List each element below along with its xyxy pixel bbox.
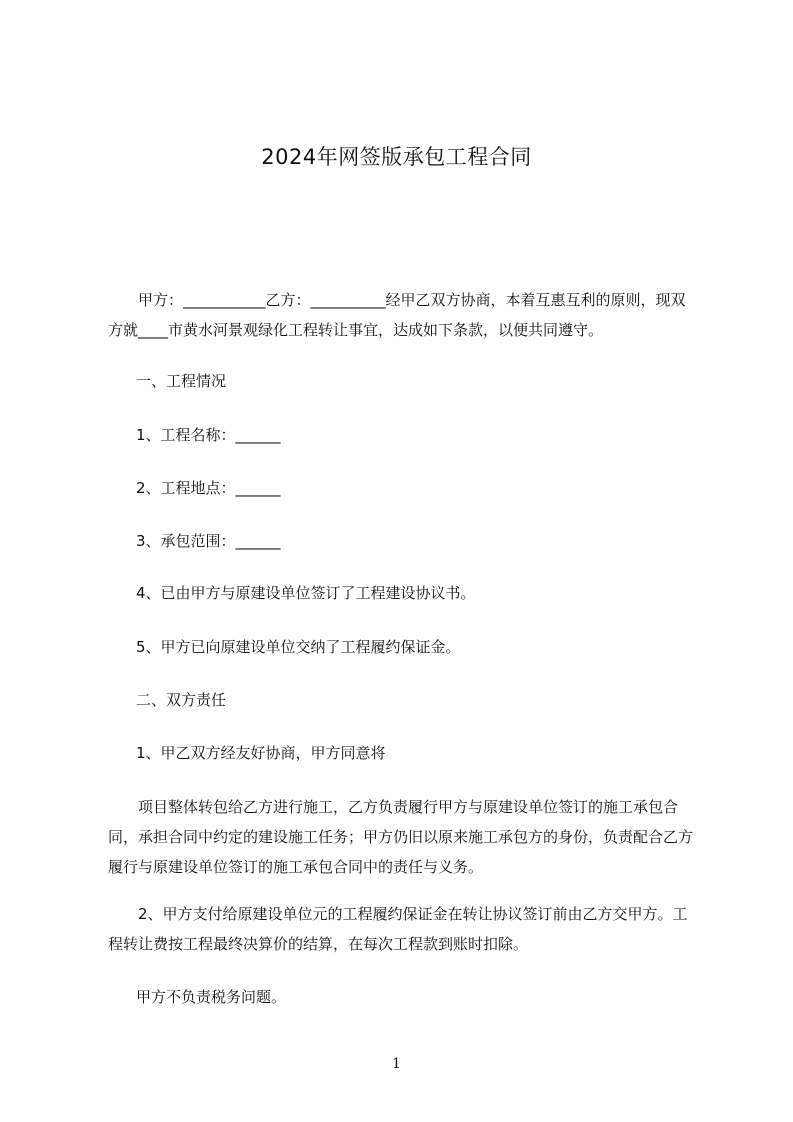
- contract-scope-line: 3、承包范围：______: [136, 532, 281, 550]
- clause-4-agreement-signed: 4、已由甲方与原建设单位签订了工程建设协议书。: [136, 584, 476, 602]
- clause-5-deposit-paid: 5、甲方已向原建设单位交纳了工程履约保证金。: [136, 638, 461, 656]
- section-heading-project-info: 一、工程情况: [136, 372, 227, 390]
- section-heading-responsibilities: 二、双方责任: [136, 691, 227, 709]
- subcontract-paragraph: 项目整体转包给乙方进行施工，乙方负责履行甲方与原建设单位签订的施工承包合同，承担合同中约定的建设施工任务；甲方仍旧以原来施工承包方的身份，负责配合乙方履行与原建设单位签订的施工承包合同中的责任与义务。: [108, 798, 694, 876]
- page-number: 1: [392, 1056, 401, 1072]
- preamble-paragraph: 甲方：___________乙方：__________经甲乙双方协商，本着互惠互利的原则，现双方就____市黄水河景观绿化工程转让事宜，达成如下条款，以便共同遵守。: [108, 291, 686, 339]
- tax-clause: 甲方不负责税务问题。: [136, 988, 287, 1006]
- document-title: 2024年网签版承包工程合同: [261, 145, 532, 169]
- responsibility-clause-2: 2、甲方支付给原建设单位元的工程履约保证金在转让协议签订前由乙方交甲方。工程转让费按工程最终决算价的结算，在每次工程款到账时扣除。: [108, 905, 688, 953]
- project-location-line: 2、工程地点：______: [136, 479, 281, 497]
- responsibility-clause-1: 1、甲乙双方经友好协商，甲方同意将: [136, 744, 386, 762]
- project-name-line: 1、工程名称：______: [136, 426, 281, 444]
